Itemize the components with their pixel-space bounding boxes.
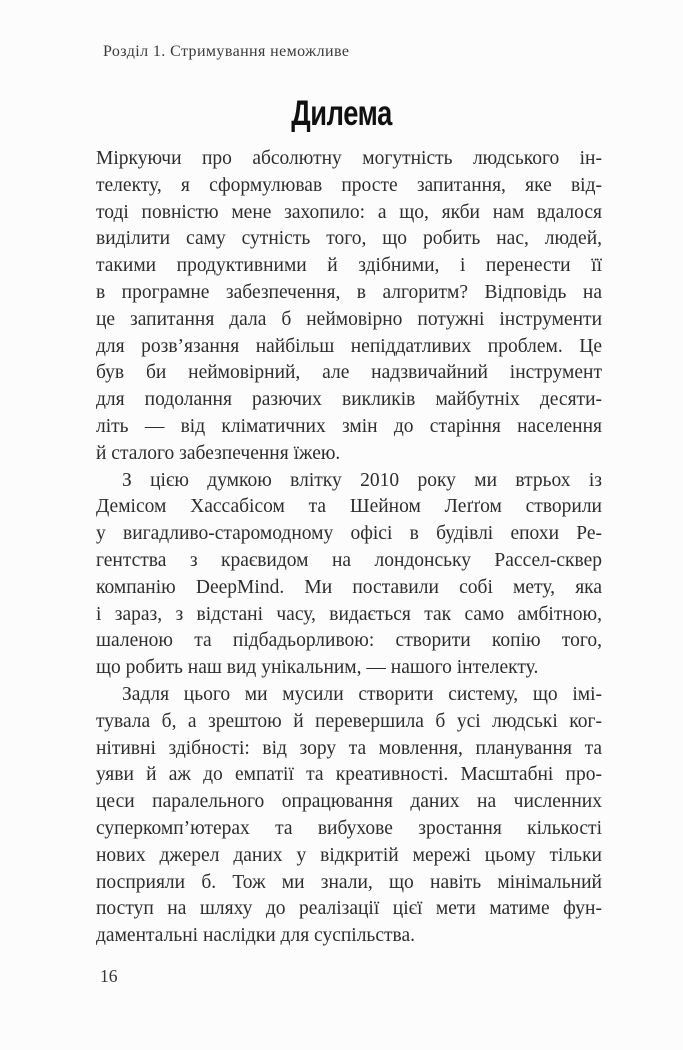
text-line: даментальні наслідки для суспільства. — [96, 925, 415, 947]
text-line: суперкомп’ютерах та вибухове зростання кількості — [96, 817, 602, 839]
text-line: Демісом Хассабісом та Шейном Леґґом створили — [96, 496, 602, 518]
text-line: гентства з краєвидом на лондонську Рассел-сквер — [96, 549, 602, 571]
text-line: цеси паралельного опрацювання даних на численних — [96, 791, 602, 813]
text-line: компанію DeepMind. Ми поставили собі мету, яка — [96, 576, 602, 598]
chapter-title — [0, 94, 683, 134]
chapter-title-text: Дилема — [291, 94, 392, 133]
text-line: в програмне забезпечення, в алгоритм? Відповідь на — [96, 281, 602, 303]
text-line: Задля цього ми мусили створити систему, що імі- — [122, 683, 602, 705]
text-line: й сталого забезпечення їжею. — [96, 442, 341, 464]
text-line: шаленою та підбадьорливою: створити копію того, — [96, 630, 602, 652]
text-line: уяви й аж до емпатії та креативності. Масштабні про- — [96, 764, 602, 786]
text-line: тувала б, а зрештою й перевершила б усі людські ког- — [96, 710, 602, 732]
page-number: 16 — [100, 966, 118, 986]
text-line: для подолання разючих викликів майбутніх десяти- — [96, 389, 602, 411]
text-line: літь — від кліматичних змін до старіння населення — [96, 415, 602, 437]
text-line: був би неймовірний, але надзвичайний інструмент — [96, 362, 602, 384]
text-line: і зараз, з відстані часу, видається так само амбітною, — [96, 603, 602, 625]
body-text — [96, 146, 602, 950]
text-line: що робить наш вид унікальним, — нашого інтелекту. — [96, 657, 539, 679]
text-line: Міркуючи про абсолютну могутність людського ін- — [96, 148, 602, 169]
text-line: для розв’язання найбільш непіддатливих проблем. Це — [96, 335, 602, 357]
text-line: посприяли б. Тож ми знали, що навіть мінімальний — [96, 871, 602, 893]
text-line: тоді повністю мене захопило: а що, якби нам вдалося — [96, 201, 602, 223]
text-line: нових джерел даних у відкритій мережі цьому тільки — [96, 844, 602, 866]
text-line: такими продуктивними й здібними, і перенести її — [96, 255, 602, 277]
text-line: телекту, я сформулював просте запитання, яке від- — [96, 174, 602, 196]
text-line: у вигадливо-старомодному офісі в будівлі епохи Ре- — [96, 523, 602, 545]
text-line: виділити саму сутність того, що робить нас, людей, — [96, 228, 602, 250]
paragraph-1 — [96, 146, 602, 468]
text-line: З цією думкою влітку 2010 року ми втрьох із — [122, 469, 602, 491]
running-header: Розділ 1. Стримування неможливе — [103, 43, 350, 60]
paragraph-3 — [96, 682, 602, 950]
text-line: поступ на шляху до реалізації цієї мети матиме фун- — [96, 898, 602, 920]
text-line: нітивні здібності: від зору та мовлення, планування та — [96, 737, 602, 759]
paragraph-2 — [96, 468, 602, 682]
text-line: це запитання дала б неймовірно потужні інструменти — [96, 308, 602, 330]
